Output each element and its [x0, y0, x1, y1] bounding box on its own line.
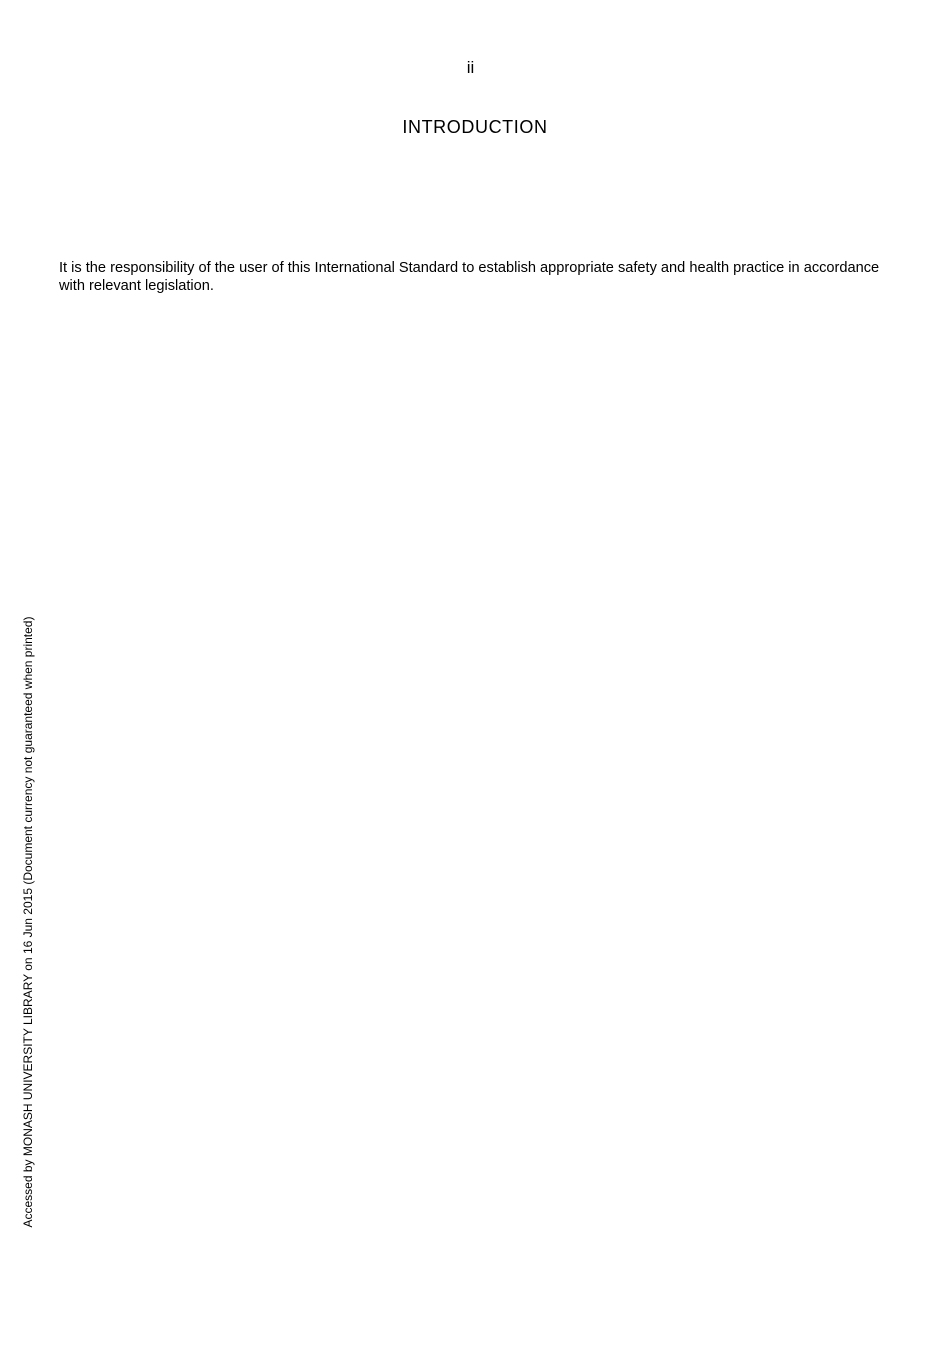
body-paragraph: It is the responsibility of the user of this International Standard to establish appropriate safety and health practice in accordance with relevant legislation.: [59, 260, 880, 294]
access-notice-watermark: Accessed by MONASH UNIVERSITY LIBRARY on 16 Jun 2015 (Document currency not guaranteed when printed): [21, 616, 35, 1228]
section-heading: INTRODUCTION: [402, 117, 548, 137]
page-number: ii: [466, 58, 475, 77]
